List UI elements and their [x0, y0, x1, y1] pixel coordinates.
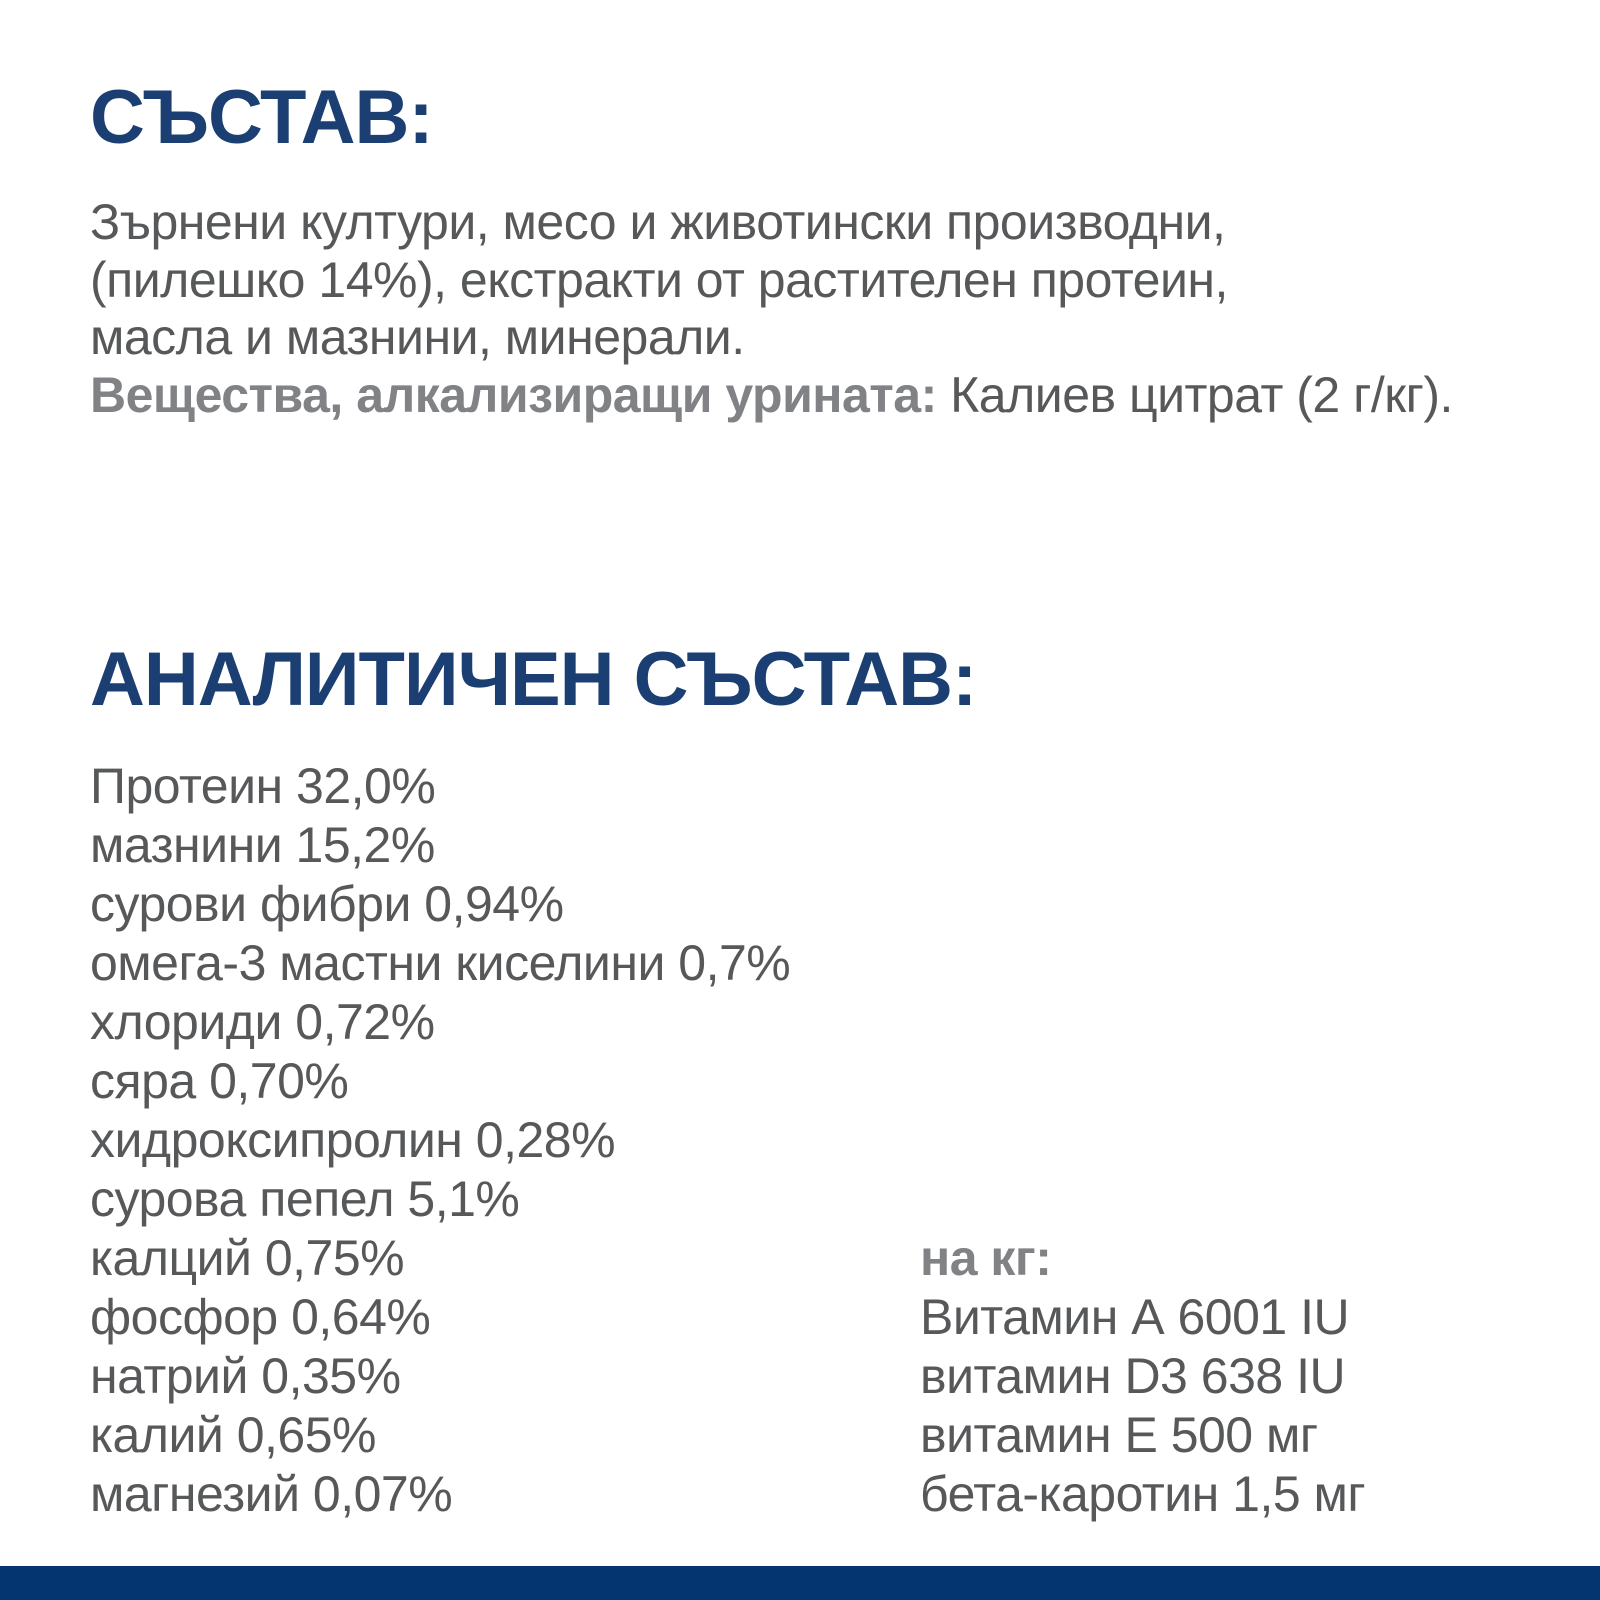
analysis-list — [90, 757, 790, 1524]
per-kg-item-beta-carotene: бета-каротин 1,5 мг — [920, 1466, 1366, 1522]
analysis-item-potassium: калий 0,65% — [90, 1407, 376, 1463]
urine-alkalizing-label: Вещества, алкализиращи урината: — [90, 366, 937, 423]
urine-alkalizing-value: Калиев цитрат (2 г/кг). — [936, 366, 1453, 423]
composition-line-3: масла и мазнини, минерали. — [90, 309, 745, 365]
per-kg-item-vitamin-e: витамин Е 500 мг — [920, 1407, 1318, 1463]
analysis-item-sodium: натрий 0,35% — [90, 1348, 401, 1404]
composition-line-1: Зърнени култури, месо и животински производни, — [90, 194, 1226, 250]
analysis-item-protein: Протеин 32,0% — [90, 758, 436, 814]
analysis-item-phosphorus: фосфор 0,64% — [90, 1289, 431, 1345]
analysis-item-calcium: калций 0,75% — [90, 1230, 405, 1286]
analysis-item-chlorides: хлориди 0,72% — [90, 994, 435, 1050]
per-kg-item-vitamin-d3: витамин D3 638 IU — [920, 1348, 1346, 1404]
composition-line-2: (пилешко 14%), екстракти от растителен протеин, — [90, 251, 1228, 308]
analysis-item-fat: мазнини 15,2% — [90, 817, 435, 873]
analysis-item-crude-ash: сурова пепел 5,1% — [90, 1171, 520, 1227]
per-kg-list — [920, 1229, 1365, 1524]
analysis-item-omega3: омега-3 мастни киселини 0,7% — [90, 935, 791, 991]
composition-paragraph — [90, 194, 1453, 424]
composition-heading: СЪСТАВ: — [90, 75, 433, 160]
per-kg-label: на кг: — [920, 1230, 1052, 1286]
analysis-item-sulphur: сяра 0,70% — [90, 1053, 349, 1109]
analysis-heading: АНАЛИТИЧЕН СЪСТАВ: — [90, 637, 977, 722]
analysis-item-crude-fibre: сурови фибри 0,94% — [90, 876, 564, 932]
analysis-item-magnesium: магнезий 0,07% — [90, 1466, 453, 1522]
footer-brand-bar — [0, 1566, 1600, 1600]
urine-alkalizing-line — [90, 367, 1453, 425]
analysis-item-hydroxyproline: хидроксипролин 0,28% — [90, 1112, 616, 1168]
per-kg-item-vitamin-a: Витамин А 6001 IU — [920, 1289, 1350, 1345]
